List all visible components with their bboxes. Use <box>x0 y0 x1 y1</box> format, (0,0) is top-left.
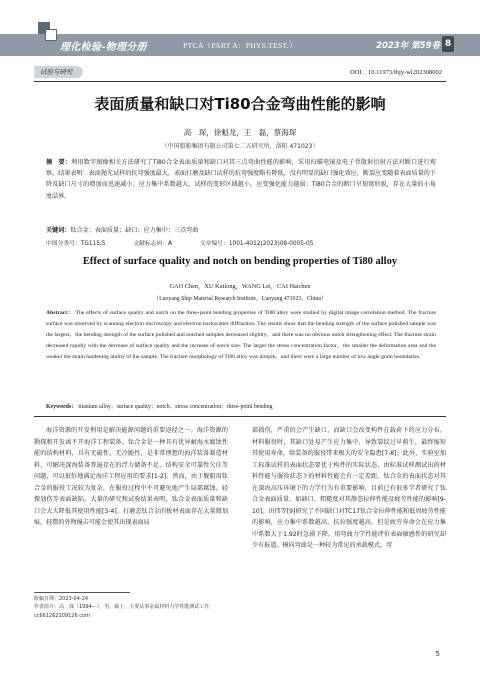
body-paragraph-right: 部损伤，严重的会产生缺口，而缺口会改变构件在载荷下的应力分布。材料服役时，其缺口处易产生应力集中，导致裂纹过早萌生，最终缩短其使用寿命，给装备的服役带来极大的安全隐患[7-8]。此外，实验室加工标准试样的表面状态要优于构件的实际状态，由标准试样测试出的材料性能与服役状态下的材料性能会有一定差距。钛合金的表面状态对其在深海高压环境下的力学行为有重要影响，目前已有很多学者研究了钛合金表面质量，如缺口、粗糙度对其静态拉伸性能及疲劳性能的影响[9-10]。田伟等[9]研究了不同缺口对TC17钛合金拉伸性能和低周疲劳性能的影响，应力集中系数越高，抗拉强度越高，但是疲劳寿命会在应力集中系数大于1.92时急剧下降。用弯曲力学性能评价表面敏感性的研究却少有报道。横向弯曲是一种较为常见的承载模式，弯 <box>252 427 446 549</box>
section-tag: 试验与研究 <box>34 66 83 78</box>
keywords-text-english: titanium alloy；surface quality；notch；stress concentration；three-point bending <box>78 404 273 410</box>
keywords-chinese <box>46 225 436 234</box>
abstract-text-chinese: 利用数字图像相关方法研究了Ti80合金表面质量和缺口对其三点弯曲性能的影响，采用扫描电镜及电子背散射衍射方法对断口进行观察。结果表明：表面抛光试样的抗弯强度最大，表面打磨及缺口试样的抗弯强度略有降低，没有明显的缺口强化效应，断裂应变随着表面质量的下降及缺口尺寸的增加而迅速减小；应力集中系数越大，试样的变形区域越小，应变强化能力越弱；Ti80合金的断口呈韧窝形貌，存在大量的小角度晶界。 <box>46 159 437 200</box>
abstract-english <box>46 308 436 363</box>
classification-row <box>46 238 436 247</box>
issue-number-badge: 8 <box>442 36 454 52</box>
journal-logo-icon <box>38 22 58 42</box>
abstract-label-chinese: 摘 要： <box>46 159 72 166</box>
header-divider <box>34 81 446 82</box>
abstract-label-english: Abstract： <box>46 310 74 316</box>
body-column-left <box>34 425 228 589</box>
title-english: Effect of surface quality and notch on bending properties of Ti80 alloy <box>82 256 398 267</box>
affiliation-english: （Luoyang Ship Material Research Institute，Luoyang 471023，China） <box>153 296 327 302</box>
abstract-text-english: The effects of surface quality and notch on the three-point bending properties of Ti80 alloy were studied by digital image correlation method. The fracture surface was observed by scanning electron microscopy and electron backscatter diffraction. The results show that the bending strength of the surface polished sample was the largest，the bending strength of the surface polished and notched samples decreased slightly，and there was no obvious notch strengthening effect. The fracture strain decreased rapidly with the decrease of surface quality and the increase of notch size. The larger the stress concentration factor，the smaller the deformation area and the weaker the strain hardening ability of the sample. The fracture morphology of Ti80 alloy was dimple，and there were a large number of low angle grain boundaries. <box>46 310 436 360</box>
abstract-chinese <box>46 157 436 202</box>
footnote-divider <box>34 592 130 593</box>
footnote-author: 作者简介：高 琛（1994—），男，硕士，主要从事金属材料力学性能测试工作，cc661262109126.com <box>34 604 215 619</box>
article-number: 文章编号：1001-4012(2023)08-0005-05 <box>199 241 314 247</box>
footnote <box>34 595 224 620</box>
doi: DOI：10.11973/lhjy-wl202308002 <box>349 69 442 76</box>
body-column-right <box>252 425 446 650</box>
title-chinese: 表面质量和缺口对Ti80合金弯曲性能的影响 <box>94 95 386 113</box>
page-number: 5 <box>435 650 440 658</box>
issue-info: 2023年 第59卷 <box>376 41 440 51</box>
affiliation-chinese: （中国船舶集团有限公司第七二五研究所，洛阳 471023） <box>161 143 319 150</box>
authors-english: GAO Chen，XU Kuilong，WANG Lei，CAI Haichen <box>169 283 311 290</box>
document-code: 文献标志码：A <box>133 241 173 247</box>
journal-name: 理化检验-物理分册 <box>60 42 147 53</box>
keywords-label-chinese: 关键词： <box>46 227 71 234</box>
keywords-label-english: Keywords： <box>46 404 77 410</box>
footnote-received: 收稿日期：2023-04-24 <box>34 596 89 602</box>
keywords-english <box>46 401 436 410</box>
journal-name-english: PTCA（PART A：PHYS.TEST.） <box>183 41 297 50</box>
body-paragraph-left: 海洋资源的开发利用是解决能源问题的重要途径之一。海洋资源的勘探和开发离不开海洋工程装备。钛合金是一种具有优异耐海水腐蚀性能的结构材料，具有无磁性、无冷脆性，是非常理想的海洋装备制造材料，可解决深海装备普遍存在的浮力储备不足、结构安全可靠性欠佳等问题，可以很好地满足海洋工程应用的要求[1-2]。然而，由于舰船用钛合金的服役工况较为复杂，在服役过程中不可避免地产生局部腐蚀、轻微划伤等表面缺陷。大量的研究和试验结果表明，钛合金表面质量和缺口会大大降低其使用性能[3-4]。打磨态钛合金的板材表面存在大量微划痕，轻微的外物撞击可能会使其出现表面局 <box>34 427 228 526</box>
keywords-text-chinese: 钛合金；表面质量；缺口；应力集中；三点弯曲 <box>70 227 199 234</box>
authors-chinese: 高 琛，徐魁龙，王 磊，蔡海琛 <box>183 128 297 137</box>
abstract-divider <box>34 416 446 417</box>
class-number: 中图分类号：TG115.5 <box>46 241 106 247</box>
